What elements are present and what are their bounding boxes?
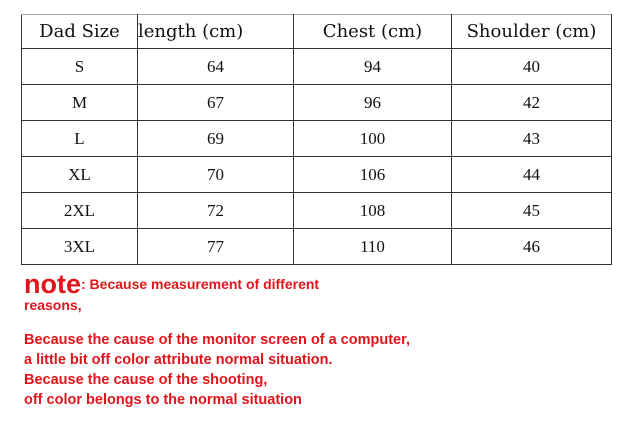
note-details (24, 330, 604, 410)
cell-size: L (22, 121, 138, 157)
note-continuation: reasons, (24, 297, 82, 314)
cell-chest: 108 (294, 193, 452, 229)
size-chart-table (21, 14, 612, 265)
cell-length: 70 (138, 157, 294, 193)
table-row (22, 157, 612, 193)
table-row (22, 229, 612, 265)
cell-chest: 110 (294, 229, 452, 265)
cell-shoulder: 42 (452, 85, 612, 121)
cell-chest: 106 (294, 157, 452, 193)
header-dad-size: Dad Size (22, 15, 138, 49)
header-shoulder: Shoulder (cm) (452, 15, 612, 49)
cell-length: 67 (138, 85, 294, 121)
header-chest: Chest (cm) (294, 15, 452, 49)
cell-size: 3XL (22, 229, 138, 265)
cell-size: M (22, 85, 138, 121)
cell-shoulder: 44 (452, 157, 612, 193)
cell-chest: 94 (294, 49, 452, 85)
cell-length: 77 (138, 229, 294, 265)
note-line: Because the cause of the shooting, (24, 372, 268, 389)
cell-size: 2XL (22, 193, 138, 229)
cell-shoulder: 46 (452, 229, 612, 265)
cell-shoulder: 40 (452, 49, 612, 85)
table-row (22, 121, 612, 157)
note-title: note (24, 269, 81, 299)
note-intro-text: : Because measurement of different (81, 276, 320, 292)
cell-length: 72 (138, 193, 294, 229)
table-row (22, 49, 612, 85)
cell-shoulder: 43 (452, 121, 612, 157)
cell-length: 69 (138, 121, 294, 157)
note-line: a little bit off color attribute normal situation. (24, 352, 333, 369)
cell-shoulder: 45 (452, 193, 612, 229)
cell-length: 64 (138, 49, 294, 85)
table-row (22, 85, 612, 121)
table-row (22, 193, 612, 229)
cell-size: XL (22, 157, 138, 193)
table-header-row (22, 15, 612, 49)
cell-chest: 100 (294, 121, 452, 157)
note-line: Because the cause of the monitor screen of a computer, (24, 332, 410, 349)
cell-chest: 96 (294, 85, 452, 121)
cell-size: S (22, 49, 138, 85)
note-line: off color belongs to the normal situation (24, 392, 302, 409)
header-length: length (cm) (138, 15, 294, 49)
note-section (24, 268, 604, 410)
